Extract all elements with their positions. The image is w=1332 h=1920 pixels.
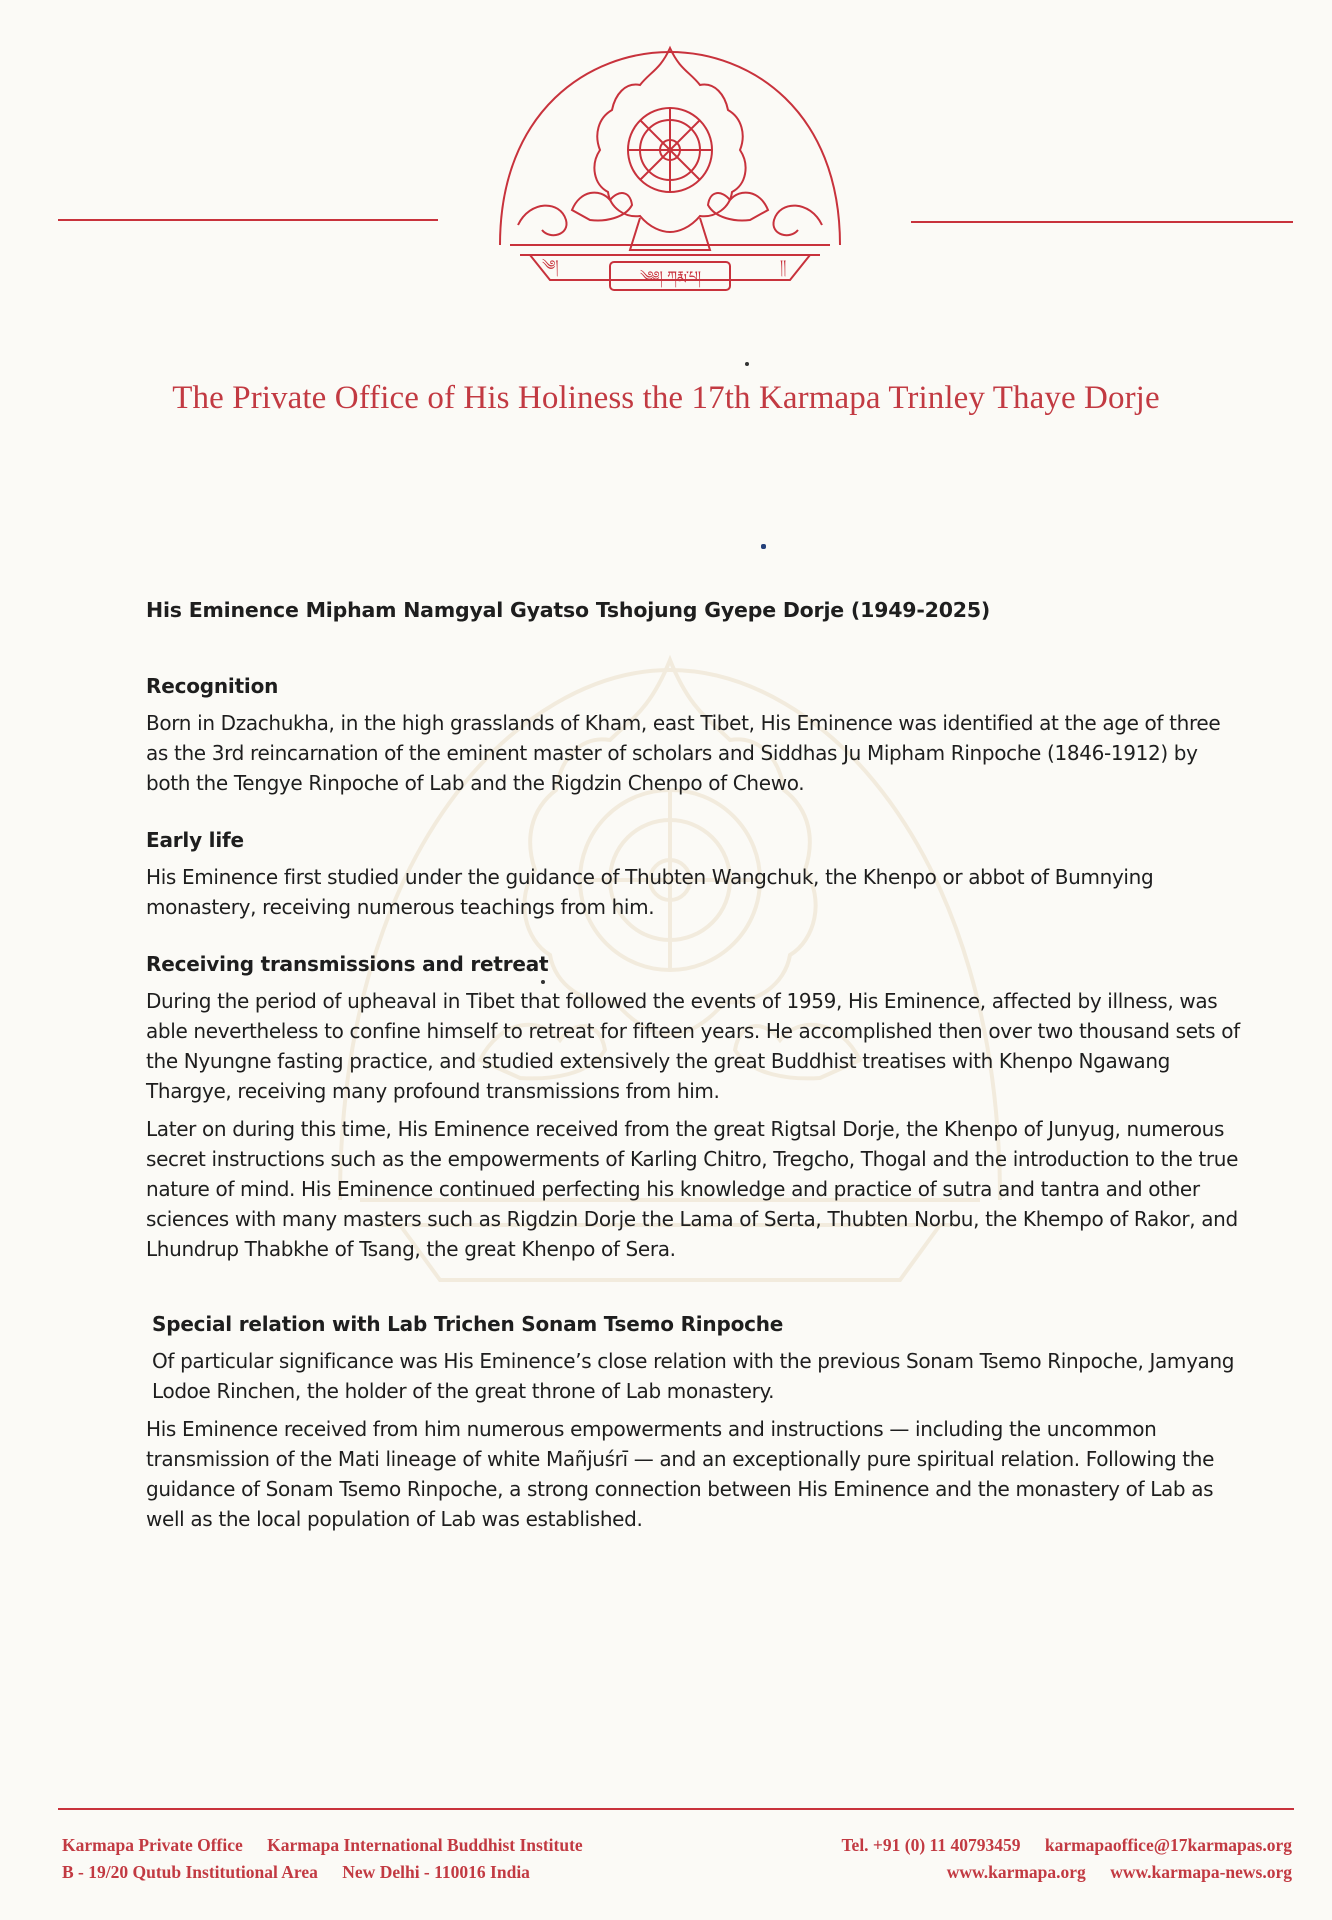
svg-text:༄།: ༄།	[542, 258, 559, 274]
footer-news-website-link[interactable]: www.karmapa-news.org	[1110, 1862, 1292, 1882]
footer-address-block	[62, 1832, 583, 1886]
footer-rule	[58, 1808, 1294, 1810]
footer-institute: Karmapa International Buddhist Institute	[267, 1835, 583, 1855]
section-heading: Receiving transmissions and retreat	[146, 952, 549, 976]
section-paragraph: Born in Dzachukha, in the high grasslands of Kham, east Tibet, His Eminence was identified at the age of three as the 3rd reincarnation of the eminent master of scholars and Siddhas Ju Mipham Rinpoche (1846-1912) by both the Tengye Rinpoche of Lab and the Rigdzin Chenpo of Chewo.	[146, 711, 1221, 795]
section-recognition	[146, 674, 1246, 798]
header-rule-left	[58, 219, 438, 221]
karmapa-seal-icon	[490, 40, 850, 320]
document-body	[146, 598, 1246, 1564]
office-title: The Private Office of His Holiness the 17th Karmapa Trinley Thaye Dorje	[172, 380, 1160, 416]
scan-speck	[745, 362, 749, 366]
section-heading: Special relation with Lab Trichen Sonam Tsemo Rinpoche	[152, 1312, 784, 1336]
section-transmissions-retreat	[146, 952, 1246, 1264]
section-paragraph: Later on during this time, His Eminence received from the great Rigtsal Dorje, the Khenpo of Junyug, numerous secret instructions such as the empowerments of Karling Chitro, Tregcho, Thogal and the introduction to the true nature of mind. His Eminence continued perfecting his knowledge and practice of sutra and tantra and other sciences with many masters such as Rigdzin Dorje the Lama of Serta, Thubten Norbu, the Khempo of Rakor, and Lhundrup Thabkhe of Tsang, the great Khenpo of Sera.	[146, 1117, 1239, 1261]
svg-text:།།: །།	[780, 258, 787, 274]
section-heading: Recognition	[146, 674, 279, 698]
section-paragraph: His Eminence received from him numerous empowerments and instructions — including the uncommon transmission of the Mati lineage of white Mañjuśrī — and an exceptionally pure spiritual relation. Following the guidance of Sonam Tsemo Rinpoche, a strong connection between His Eminence and the monastery of Lab as well as the local population of Lab was established.	[146, 1417, 1215, 1531]
footer-contact-block	[841, 1832, 1292, 1886]
footer-address: B - 19/20 Qutub Institutional Area	[62, 1862, 318, 1882]
section-paragraph: Of particular significance was His Eminence’s close relation with the previous Sonam Tsemo Rinpoche, Jamyang Lodoe Rinchen, the holder of the great throne of Lab monastery.	[152, 1349, 1235, 1403]
footer-office-name: Karmapa Private Office	[62, 1835, 243, 1855]
section-heading: Early life	[146, 828, 244, 852]
scan-speck	[761, 544, 766, 549]
svg-text:༄༅། ཀརྨ་པ།: ༄༅། ཀརྨ་པ།	[640, 269, 701, 285]
document-title: His Eminence Mipham Namgyal Gyatso Tshojung Gyepe Dorje (1949-2025)	[146, 598, 991, 622]
section-special-relation	[146, 1312, 1246, 1534]
footer-city: New Delhi - 110016 India	[342, 1862, 530, 1882]
footer-phone: Tel. +91 (0) 11 40793459	[841, 1835, 1021, 1855]
footer-email[interactable]: karmapaoffice@17karmapas.org	[1044, 1835, 1292, 1855]
section-paragraph: His Eminence first studied under the guidance of Thubten Wangchuk, the Khenpo or abbot of Bumnying monastery, receiving numerous teachings from him.	[146, 865, 1154, 919]
section-paragraph: During the period of upheaval in Tibet that followed the events of 1959, His Eminence, affected by illness, was able nevertheless to confine himself to retreat for fifteen years. He accomplished then over two thousand sets of the Nyungne fasting practice, and studied extensively the great Buddhist treatises with Khenpo Ngawang Thargye, receiving many profound transmissions from him.	[146, 989, 1240, 1103]
header-rule-right	[911, 221, 1293, 223]
section-early-life	[146, 828, 1246, 922]
footer-website-link[interactable]: www.karmapa.org	[946, 1862, 1086, 1882]
